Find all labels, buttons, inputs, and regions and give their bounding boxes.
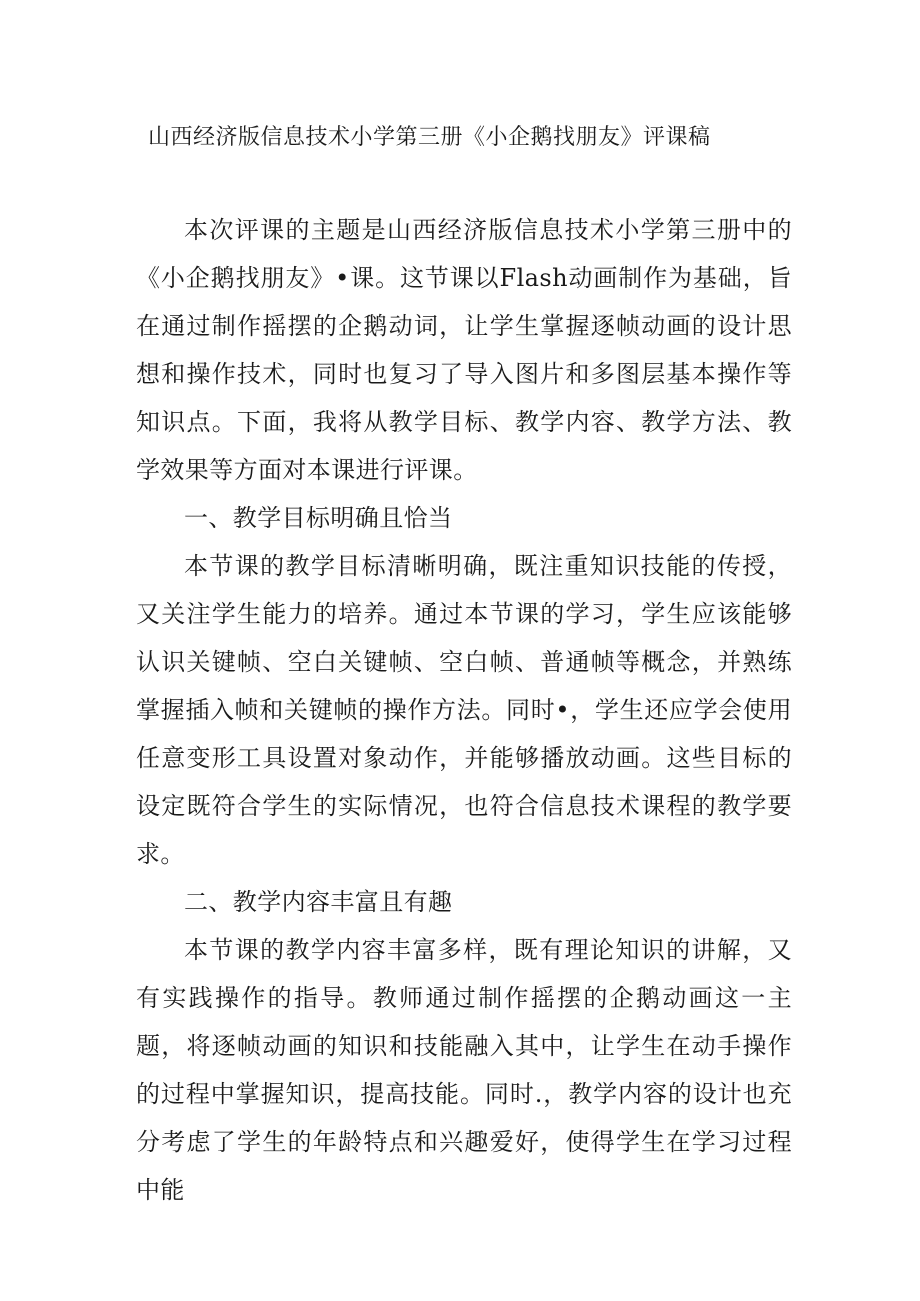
- document-body: [136, 206, 792, 1214]
- section-heading-content: 二、教学内容丰富且有趣: [184, 888, 453, 916]
- document-title: 山西经济版信息技术小学第三册《小企鹅找朋友》评课稿: [148, 125, 711, 150]
- section-paragraph-objectives: 本节课的教学目标清晰明确，既注重知识技能的传授，又关注学生能力的培养。通过本节课的学习，学生应该能够认识关键帧、空白关键帧、空白帧、普通帧等概念，并熟练掌握插入帧和关键帧的操作方法。同时•，学生还应学会使用任意变形工具设置对象动作，并能够播放动画。这些目标的设定既符合学生的实际情况，也符合信息技术课程的教学要求。: [136, 552, 792, 868]
- intro-paragraph: 本次评课的主题是山西经济版信息技术小学第三册中的《小企鹅找朋友》•课。这节课以Flash动画制作为基础，旨在通过制作摇摆的企鹅动词，让学生掌握逐帧动画的设计思想和操作技术，同时也复习了导入图片和多图层基本操作等知识点。下面，我将从教学目标、教学内容、教学方法、教学效果等方面对本课进行评课。: [136, 216, 792, 484]
- section-heading-objectives: 一、教学目标明确且恰当: [184, 504, 453, 532]
- section-paragraph-content: 本节课的教学内容丰富多样，既有理论知识的讲解，又有实践操作的指导。教师通过制作摇摆的企鹅动画这一主题，将逐帧动画的知识和技能融入其中，让学生在动手操作的过程中掌握知识，提高技能。同时.，教学内容的设计也充分考虑了学生的年龄特点和兴趣爱好，使得学生在学习过程中能: [136, 936, 792, 1204]
